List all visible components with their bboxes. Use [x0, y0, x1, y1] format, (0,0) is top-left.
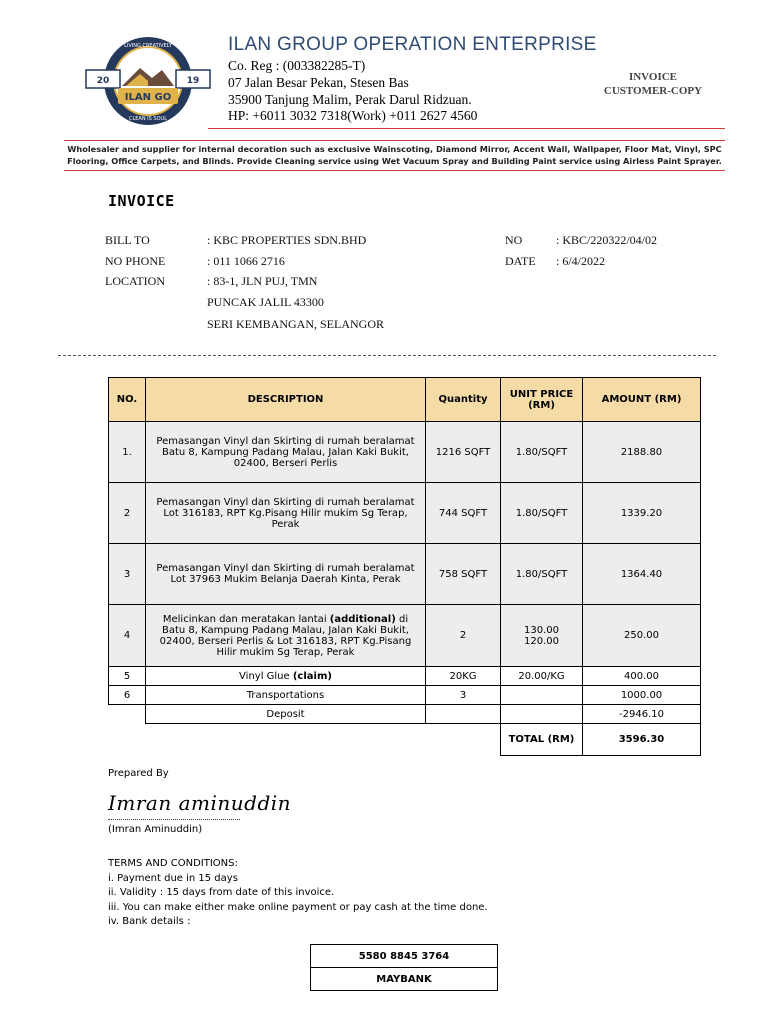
row-no: 4: [109, 605, 146, 667]
logo-year-right: 19: [186, 76, 200, 86]
logo-bottom-text: CLEAN IS SOUL: [129, 116, 167, 122]
prepared-by-label: Prepared By: [108, 768, 169, 779]
dashed-separator: [58, 355, 716, 356]
row-description: [146, 667, 426, 686]
row-no: 2: [109, 483, 146, 544]
desc-divider-top: [64, 140, 725, 141]
row-amount: 1339.20: [583, 483, 701, 544]
row-amount: 1364.40: [583, 544, 701, 605]
table-header-row: [109, 378, 701, 422]
header-unit-price: UNIT PRICE (RM): [501, 378, 583, 422]
row-no: 5: [109, 667, 146, 686]
items-table: [108, 377, 701, 756]
terms-block: [108, 857, 488, 930]
row-description-bold: (claim): [292, 670, 332, 682]
row-unit-price: [501, 686, 583, 705]
row-no: 3: [109, 544, 146, 605]
logo-year-left: 20: [96, 76, 110, 86]
row-description-pre: Melicinkan dan meratakan lantai: [162, 613, 330, 625]
date-value: : 6/4/2022: [556, 254, 606, 268]
signer-name: (Imran Aminuddin): [108, 824, 203, 835]
row-description-bold: (additional): [329, 613, 396, 625]
row-amount: 1000.00: [583, 686, 701, 705]
row-description-post: di Batu 8, Kampung Padang Malau, Jalan Kaki Bukit, 02400, Berseri Perlis & Lot 316183, RPT Kg.Pisang Hilir mukim Sg Terap, Perak: [159, 613, 412, 658]
company-phone: HP: +6011 3032 7318(Work) +011 2627 4560: [228, 108, 478, 123]
table-row: [109, 422, 701, 483]
row-unit-price-2: 120.00: [524, 635, 559, 647]
row-description: Pemasangan Vinyl dan Skirting di rumah beralamat Batu 8, Kampung Padang Malau, Jalan Kaki Bukit, 02400, Berseri Perlis: [146, 422, 426, 483]
invoice-no-value: : KBC/220322/04/02: [556, 233, 658, 247]
header-divider: [208, 128, 725, 129]
bank-details-table: [310, 944, 498, 991]
row-quantity: 758 SQFT: [426, 544, 501, 605]
phone-value: : 011 1066 2716: [207, 254, 285, 268]
invoice-no-label: NO: [505, 233, 523, 247]
row-description: [146, 605, 426, 667]
bill-to-value: : KBC PROPERTIES SDN.BHD: [207, 233, 367, 247]
row-amount: 2188.80: [583, 422, 701, 483]
row-description-pre: Vinyl Glue: [239, 670, 293, 682]
row-description: Pemasangan Vinyl dan Skirting di rumah beralamat Lot 316183, RPT Kg.Pisang Hilir mukim Sg Terap, Perak: [146, 483, 426, 544]
company-reg: Co. Reg : (003382285-T): [228, 58, 366, 73]
row-description: Transportations: [146, 686, 426, 705]
row-quantity: 1216 SQFT: [426, 422, 501, 483]
header-description: DESCRIPTION: [146, 378, 426, 422]
terms-title: TERMS AND CONDITIONS:: [108, 858, 238, 869]
bank-account: 5580 8845 3764: [311, 945, 498, 968]
row-quantity: 744 SQFT: [426, 483, 501, 544]
row-amount: 400.00: [583, 667, 701, 686]
table-row: [109, 605, 701, 667]
header-no: NO.: [109, 378, 146, 422]
row-no: 6: [109, 686, 146, 705]
copy-label: [596, 70, 710, 98]
header-amount: AMOUNT (RM): [583, 378, 701, 422]
row-quantity: 20KG: [426, 667, 501, 686]
desc-divider-bottom: [64, 170, 725, 171]
terms-item: i. Payment due in 15 days: [108, 872, 238, 884]
bank-name: MAYBANK: [311, 968, 498, 991]
invoice-title: INVOICE: [108, 192, 175, 210]
company-address-1: 07 Jalan Besar Pekan, Stesen Bas: [228, 75, 409, 90]
row-no: 1.: [109, 422, 146, 483]
row-unit-price: 1.80/SQFT: [501, 544, 583, 605]
row-unit-price: 1.80/SQFT: [501, 483, 583, 544]
business-description: [64, 143, 725, 167]
copy-label-line1: INVOICE: [628, 71, 678, 83]
business-description-line1: Wholesaler and supplier for internal decoration such as exclusive Wainscoting, Diamond Mirror, Accent Wall, Wallpaper, Floor Mat, Vinyl, SPC: [67, 144, 722, 154]
location-line1: : 83-1, JLN PUJ, TMN: [207, 274, 318, 288]
total-row: [109, 724, 701, 756]
date-label: DATE: [505, 254, 536, 268]
table-row: [109, 686, 701, 705]
location-line3: SERI KEMBANGAN, SELANGOR: [207, 317, 385, 331]
total-value: 3596.30: [583, 724, 701, 756]
logo-top-text: LIVING CREATIVELY: [124, 43, 172, 49]
deposit-row: [109, 705, 701, 724]
row-unit-price-1: 130.00: [524, 624, 559, 636]
logo-brand: ILAN GO: [124, 92, 172, 103]
location-label: LOCATION: [105, 274, 165, 288]
company-address-2: 35900 Tanjung Malim, Perak Darul Ridzuan.: [228, 92, 472, 107]
terms-item: ii. Validity : 15 days from date of this invoice.: [108, 887, 335, 898]
table-row: [109, 667, 701, 686]
row-quantity: 2: [426, 605, 501, 667]
total-label: TOTAL (RM): [501, 724, 583, 756]
company-name: ILAN GROUP OPERATION ENTERPRISE: [228, 34, 597, 55]
table-row: [109, 483, 701, 544]
row-unit-price: [501, 605, 583, 667]
phone-label: NO PHONE: [105, 254, 166, 268]
copy-label-line2: CUSTOMER-COPY: [603, 85, 703, 97]
table-row: [109, 544, 701, 605]
row-quantity: 3: [426, 686, 501, 705]
signature-line: [108, 819, 240, 820]
row-unit-price: 20.00/KG: [501, 667, 583, 686]
row-amount: 250.00: [583, 605, 701, 667]
bill-to-label: BILL TO: [105, 233, 150, 247]
location-line2: PUNCAK JALIL 43300: [207, 295, 324, 309]
row-unit-price: 1.80/SQFT: [501, 422, 583, 483]
company-logo: [82, 34, 214, 128]
business-description-line2: Flooring, Office Carpets, and Blinds. Provide Cleaning service using Wet Vacuum Spray and Building Paint service using Airless Paint Sprayer.: [67, 156, 722, 166]
row-description: Pemasangan Vinyl dan Skirting di rumah beralamat Lot 37963 Mukim Belanja Daerah Kinta, Perak: [146, 544, 426, 605]
deposit-label: Deposit: [146, 705, 426, 724]
terms-item: iv. Bank details :: [108, 916, 191, 927]
signature: Imran aminuddin: [108, 791, 292, 815]
deposit-value: -2946.10: [583, 705, 701, 724]
terms-item: iii. You can make either make online payment or pay cash at the time done.: [108, 901, 488, 913]
header-quantity: Quantity: [426, 378, 501, 422]
